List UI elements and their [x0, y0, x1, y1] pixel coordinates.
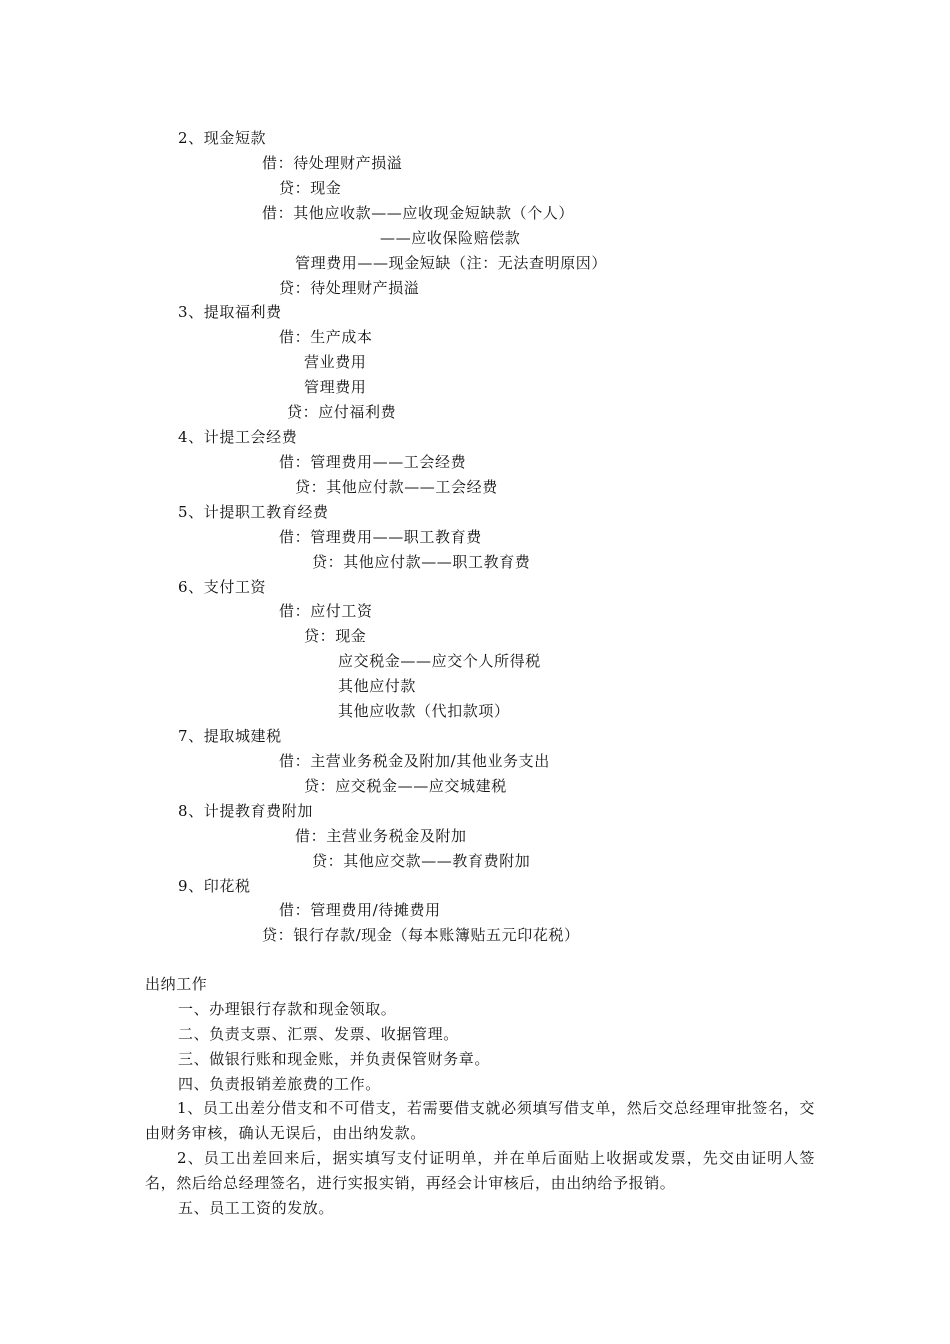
section-heading-education-fee: 5、计提职工教育经费: [178, 503, 329, 521]
section-heading-pay-wages: 6、支付工资: [178, 578, 267, 596]
account-line: 管理费用: [304, 378, 367, 396]
account-line: 管理费用——现金短缺（注：无法查明原因）: [295, 254, 608, 272]
reimbursement-paragraph: 2、员工出差回来后，据实填写支付证明单，并在单后面贴上收据或发票，先交由证明人签名，然后给总经理签名，进行实报实销，再经会计审核后，由出纳给予报销。: [145, 1149, 815, 1192]
account-line: 其他应付款: [338, 677, 417, 695]
account-line: 营业费用: [304, 353, 367, 371]
section-heading-city-tax: 7、提取城建税: [178, 727, 282, 745]
credit-line: 贷：现金: [279, 179, 342, 197]
travel-advance-paragraph: 1、员工出差分借支和不可借支，若需要借支就必须填写借支单，然后交总经理审批签名，交由财务审核，确认无误后，由出纳发款。: [145, 1099, 815, 1142]
debit-line: 借：生产成本: [279, 328, 373, 346]
account-line: 其他应收款（代扣款项）: [338, 702, 510, 720]
debit-line: 借：管理费用——职工教育费: [279, 528, 482, 546]
credit-line: 贷：其他应交款——教育费附加: [312, 852, 531, 870]
sub-account-line: ——应收保险赔偿款: [380, 229, 521, 247]
section-heading-education-surcharge: 8、计提教育费附加: [178, 802, 313, 820]
section-heading-stamp-tax: 9、印花税: [178, 877, 251, 895]
credit-line: 贷：待处理财产损溢: [279, 279, 420, 297]
debit-line: 借：管理费用——工会经费: [279, 453, 467, 471]
section-heading-union-fee: 4、计提工会经费: [178, 428, 298, 446]
credit-line: 贷：银行存款/现金（每本账簿贴五元印花税）: [262, 926, 580, 944]
account-line: 应交税金——应交个人所得税: [338, 652, 541, 670]
duty-item: 三、做银行账和现金账，并负责保管财务章。: [178, 1050, 491, 1068]
credit-line: 贷：应付福利费: [287, 403, 397, 421]
duty-item: 二、负责支票、汇票、发票、收据管理。: [178, 1025, 459, 1043]
cashier-work-title: 出纳工作: [145, 975, 208, 993]
credit-line: 贷：其他应付款——工会经费: [295, 478, 498, 496]
duty-item: 一、办理银行存款和现金领取。: [178, 1000, 397, 1018]
debit-line: 借：待处理财产损溢: [262, 154, 403, 172]
credit-line: 贷：其他应付款——职工教育费: [312, 553, 531, 571]
debit-line: 借：主营业务税金及附加/其他业务支出: [279, 752, 550, 770]
section-heading-welfare: 3、提取福利费: [178, 303, 282, 321]
debit-line: 借：主营业务税金及附加: [295, 827, 467, 845]
debit-line: 借：管理费用/待摊费用: [279, 901, 441, 919]
credit-line: 贷：现金: [304, 627, 367, 645]
debit-line: 借：应付工资: [279, 602, 373, 620]
duty-item: 四、负责报销差旅费的工作。: [178, 1075, 381, 1093]
section-heading-cash-shortage: 2、现金短款: [178, 129, 267, 147]
duty-item: 五、员工工资的发放。: [178, 1199, 335, 1217]
credit-line: 贷：应交税金——应交城建税: [304, 777, 507, 795]
debit-line: 借：其他应收款——应收现金短缺款（个人）: [262, 204, 575, 222]
